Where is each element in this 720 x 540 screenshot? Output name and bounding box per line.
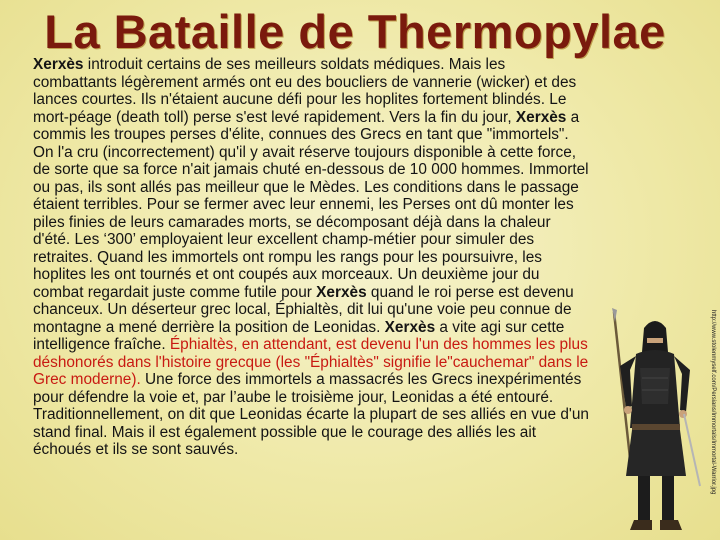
text-segment: a vite agi sur cette intelligence fraîche. — [33, 318, 565, 353]
image-credit — [708, 310, 718, 538]
highlighted-sentence: Éphialtès, en attendant, est devenu l'un des hommes les plus déshonorés dans l'histoire grecque (les "Éphialtès" signifie le"cauchemar" dans le Grec moderne). — [33, 336, 589, 388]
text-segment: Une force des immortels a massacrés les Grecs inexpérimentés pour défendre la voie et, par l’aube le troisième jour, Leonidas a été entouré. Traditionnellement, on dit que Leonidas écarte la plupart de ses alliés en vue d'un stand final. Mais il est également possible que le courage des alliés les ait échoués et ils se sont sauvés. — [33, 371, 589, 458]
text-segment: a commis les troupes perses d'élite, connues des Grecs en tant que "immortels". On l'a cru (incorrectement) qu'il y avait réserve toujours disponible à cette force, de sorte que sa force n'ait jamais chuté en-dessous de 10 000 hommes. Immortel ou pas, ils sont allés pas meilleur que le Mèdes. Les conditions dans le passage étaient terribles. Pour se fermer avec leur ennemi, les Perses ont dû monter les piles finies de leurs camarades morts, se décomposant déjà dans la chaleur d'été. Les ‘300’ employaient leur excellent champ-métier pour simuler des retraites. Quand les immortels ont rompu les rangs pour les poursuivre, les hoplites les ont tournés et ont coupés aux morceaux. Un deuxième jour du combat regardait juste comme futile pour — [33, 108, 589, 301]
xerxes-name: Xerxès — [316, 283, 367, 301]
slide-title: La Bataille de Thermopylae — [44, 5, 666, 58]
xerxes-name: Xerxès — [384, 318, 436, 336]
text-segment: quand le roi perse est devenu chanceux. Un déserteur grec local, Éphialtès, dit lui qu'une voie peu connue de montagne a mené derrière la position de Leonidas. — [33, 283, 574, 336]
body-paragraph — [33, 56, 591, 459]
image-credit-text: http://www.stolenmyself.com/Persians/Immortals/Immortal-Warrior.jpg — [710, 310, 716, 495]
xerxes-name: Xerxès — [515, 108, 567, 126]
text-segment: introduit certains de ses meilleurs soldats médiques. Mais les combattants légèrement armés ont eu des boucliers de vannerie (wicker) et des lances courtes. Ils n'étaient aucune défi pour les hoplites fortement blindés. Le mort-péage (death toll) perse s'est levé rapidement. Vers la fin du jour, — [33, 56, 577, 126]
persian-immortal-warrior-figure — [606, 308, 704, 540]
xerxes-name: Xerxès — [33, 56, 84, 73]
